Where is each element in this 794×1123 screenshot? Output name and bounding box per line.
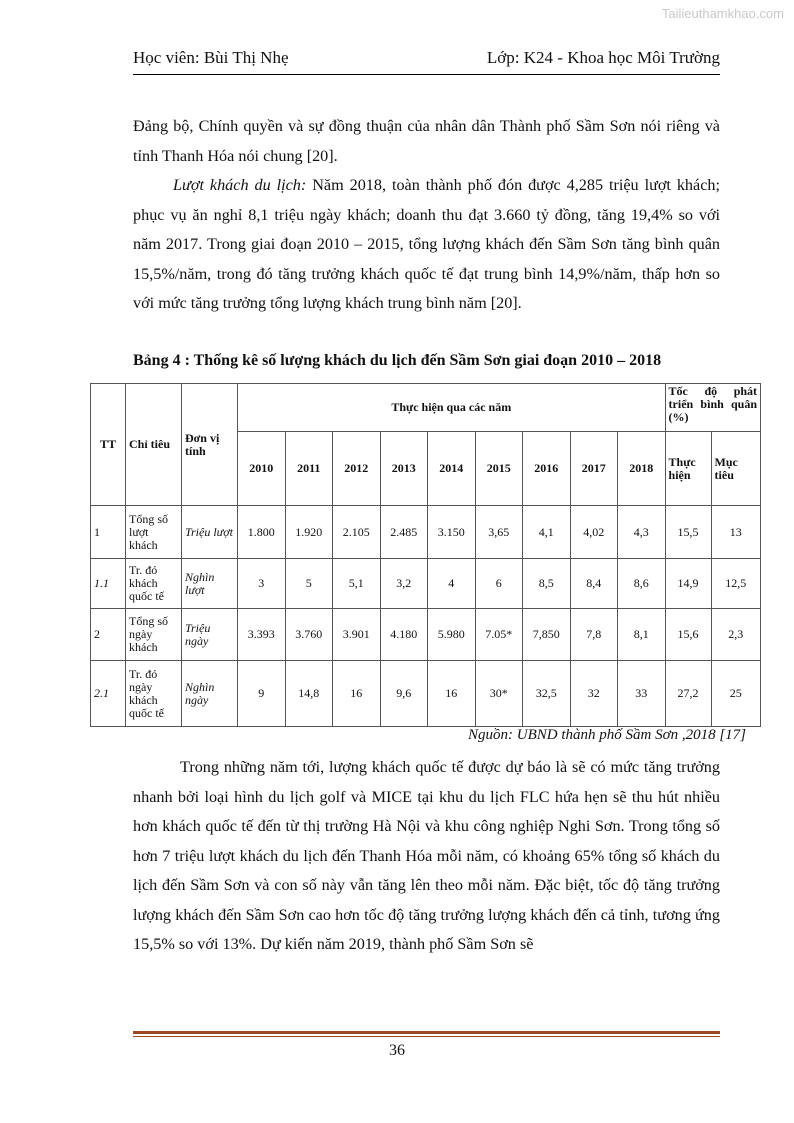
header-year: 2012: [333, 432, 381, 506]
header-unit: Đơn vị tính: [182, 384, 238, 506]
table-row: [91, 506, 761, 559]
row-target-rate: 2,3: [711, 609, 761, 661]
paragraph-3: Trong những năm tới, lượng khách quốc tế được dự báo là sẽ có mức tăng trưởng nhanh bởi loại hình du lịch golf và MICE tại khu du lịch FLC hứa hẹn sẽ thu hút nhiều hơn khách quốc tế đến từ thị trường Hà Nội và khu công nghiệp Nghi Sơn. Trong tổng số hơn 7 triệu lượt khách du lịch đến Thanh Hóa mỗi năm, có khoảng 65% tổng số khách du lịch đến Sầm Sơn và con số này vẫn tăng lên theo mỗi năm. Đặc biệt, tốc độ tăng trưởng lượng khách đến Sầm Sơn cao hơn tốc độ tăng trưởng lượng khách đến cả tỉnh, tương ứng 15,5% so với 13%. Dự kiến năm 2019, thành phố Sầm Sơn sẽ: [133, 758, 720, 953]
row-number: 1.1: [91, 559, 126, 609]
header-year: 2016: [523, 432, 571, 506]
header-year: 2014: [428, 432, 476, 506]
row-number: 2.1: [91, 661, 126, 727]
row-unit: Triệu ngày: [182, 609, 238, 661]
paragraph-2: [133, 171, 720, 319]
row-year-value: 2.485: [380, 506, 428, 559]
row-year-value: 9: [238, 661, 286, 727]
row-actual-rate: 15,5: [665, 506, 711, 559]
row-year-value: 16: [428, 661, 476, 727]
row-year-value: 4.180: [380, 609, 428, 661]
row-number: 2: [91, 609, 126, 661]
header-year: 2015: [475, 432, 523, 506]
row-year-value: 32,5: [523, 661, 571, 727]
row-year-value: 4,02: [570, 506, 618, 559]
header-year: 2018: [618, 432, 666, 506]
row-actual-rate: 27,2: [665, 661, 711, 727]
row-year-value: 7.05*: [475, 609, 523, 661]
row-actual-rate: 15,6: [665, 609, 711, 661]
row-year-value: 8,4: [570, 559, 618, 609]
row-year-value: 3.901: [333, 609, 381, 661]
row-target-rate: 12,5: [711, 559, 761, 609]
header-class: Lớp: K24 - Khoa học Môi Trường: [486, 48, 720, 67]
row-year-value: 5.980: [428, 609, 476, 661]
row-year-value: 2.105: [333, 506, 381, 559]
row-year-value: 4,1: [523, 506, 571, 559]
row-year-value: 3.393: [238, 609, 286, 661]
row-indicator: Tr. đó ngày khách quốc tế: [126, 661, 182, 727]
row-unit: Nghìn ngày: [182, 661, 238, 727]
header-tt: TT: [91, 384, 126, 506]
paragraph-2-text: Năm 2018, toàn thành phố đón được 4,285 triệu lượt khách; phục vụ ăn nghỉ 8,1 triệu ngày khách; doanh thu đạt 3.660 tỷ đồng, tăng 19,4% so với năm 2017. Trong giai đoạn 2010 – 2015, tổng lượng khách đến Sầm Sơn tăng bình quân 15,5%/năm, trong đó tăng trưởng khách quốc tế đạt trung bình 14,9%/năm, thấp hơn so với mức tăng trưởng tổng lượng khách trung bình năm [20].: [133, 176, 720, 312]
row-target-rate: 25: [711, 661, 761, 727]
footer-rule: [133, 1031, 720, 1034]
table-row: [91, 661, 761, 727]
row-year-value: 5,1: [333, 559, 381, 609]
row-unit: Nghìn lượt: [182, 559, 238, 609]
row-year-value: 8,1: [618, 609, 666, 661]
row-year-value: 3.760: [285, 609, 333, 661]
row-indicator: Tổng số ngày khách: [126, 609, 182, 661]
row-year-value: 32: [570, 661, 618, 727]
header-year: 2010: [238, 432, 286, 506]
paragraph-1: Đảng bộ, Chính quyền và sự đồng thuận của nhân dân Thành phố Sầm Sơn nói riêng và tỉnh Thanh Hóa nói chung [20].: [133, 117, 720, 165]
table-caption: Bảng 4 : Thống kê số lượng khách du lịch đến Sầm Sơn giai đoạn 2010 – 2018: [133, 352, 662, 369]
row-year-value: 3: [238, 559, 286, 609]
paragraph-2-lead: Lượt khách du lịch:: [173, 176, 307, 194]
row-year-value: 14,8: [285, 661, 333, 727]
table-row: [91, 609, 761, 661]
header-growth-rate: Tốc độ phát triển bình quân (%): [665, 384, 761, 432]
header-target: Mục tiêu: [711, 432, 761, 506]
row-year-value: 8,5: [523, 559, 571, 609]
visitor-stats-table: [90, 383, 761, 727]
footer-rule-thin: [133, 1036, 720, 1037]
row-indicator: Tr. đó khách quốc tế: [126, 559, 182, 609]
row-indicator: Tổng số lượt khách: [126, 506, 182, 559]
header-year: 2011: [285, 432, 333, 506]
table-source: Nguồn: UBND thành phố Sầm Sơn ,2018 [17]: [467, 727, 746, 743]
row-year-value: 5: [285, 559, 333, 609]
row-year-value: 30*: [475, 661, 523, 727]
row-year-value: 1.920: [285, 506, 333, 559]
row-year-value: 16: [333, 661, 381, 727]
row-unit: Triệu lượt: [182, 506, 238, 559]
row-actual-rate: 14,9: [665, 559, 711, 609]
row-year-value: 3.150: [428, 506, 476, 559]
header-student: Học viên: Bùi Thị Nhẹ: [133, 48, 289, 67]
page-number: 36: [389, 1042, 405, 1059]
row-year-value: 8,6: [618, 559, 666, 609]
header-years-group: Thực hiện qua các năm: [238, 384, 666, 432]
header-year: 2013: [380, 432, 428, 506]
table-row: [91, 559, 761, 609]
row-target-rate: 13: [711, 506, 761, 559]
row-year-value: 33: [618, 661, 666, 727]
row-year-value: 4: [428, 559, 476, 609]
row-year-value: 7,8: [570, 609, 618, 661]
row-year-value: 7,850: [523, 609, 571, 661]
row-year-value: 3,2: [380, 559, 428, 609]
row-year-value: 6: [475, 559, 523, 609]
watermark: Tailieuthamkhao.com: [661, 6, 784, 21]
header-rule: [133, 74, 720, 75]
row-year-value: 9,6: [380, 661, 428, 727]
row-year-value: 4,3: [618, 506, 666, 559]
row-year-value: 1.800: [238, 506, 286, 559]
row-year-value: 3,65: [475, 506, 523, 559]
header-actual: Thực hiện: [665, 432, 711, 506]
header-indicator: Chỉ tiêu: [126, 384, 182, 506]
row-number: 1: [91, 506, 126, 559]
header-year: 2017: [570, 432, 618, 506]
